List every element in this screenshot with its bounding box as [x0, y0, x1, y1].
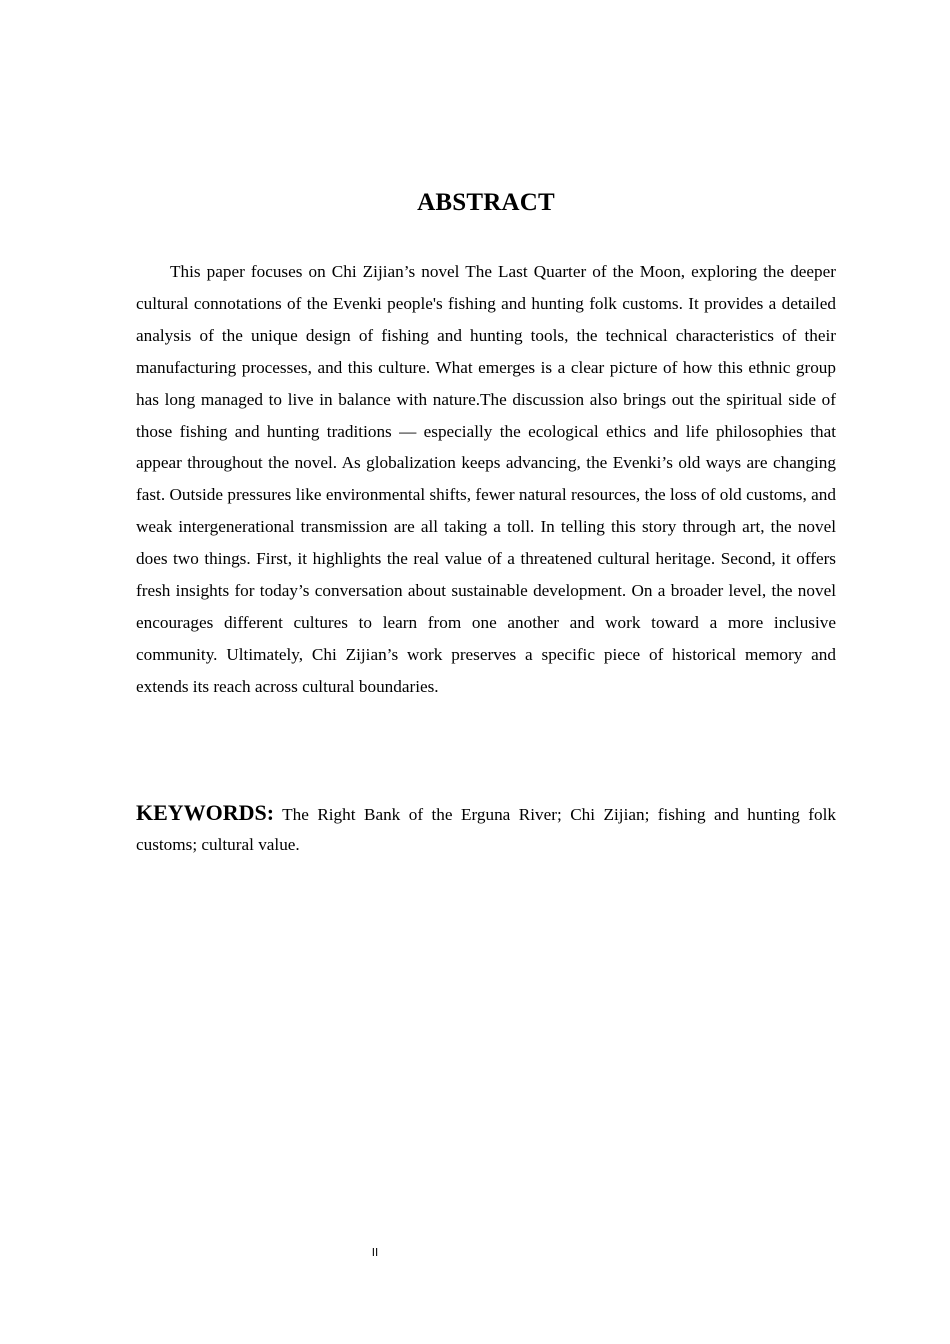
abstract-paragraph: This paper focuses on Chi Zijian’s novel The Last Quarter of the Moon, exploring the deeper cultural connotations of the Evenki people's fishing and hunting folk customs. It provides a detailed analysis of the unique design of fishing and hunting tools, the technical characteristics of their manufacturing processes, and this culture. What emerges is a clear picture of how this ethnic group has long managed to live in balance with nature.The discussion also brings out the spiritual side of those fishing and hunting traditions — especially the ecological ethics and life philosophies that appear throughout the novel. As globalization keeps advancing, the Evenki’s old ways are changing fast. Outside pressures like environmental shifts, fewer natural resources, the loss of old customs, and weak intergenerational transmission are all taking a toll. In telling this story through art, the novel does two things. First, it highlights the real value of a threatened cultural heritage. Second, it offers fresh insights for today’s conversation about sustainable development. On a broader level, the novel encourages different cultures to learn from one another and work toward a more inclusive community. Ultimately, Chi Zijian’s work preserves a specific piece of historical memory and extends its reach across cultural boundaries. — [136, 262, 836, 696]
keywords-section — [136, 798, 836, 860]
keywords-label: KEYWORDS: — [136, 800, 275, 825]
keywords-list: The Right Bank of the Erguna River; Chi Zijian; fishing and hunting folk customs; cultural value. — [136, 805, 836, 854]
abstract-title: ABSTRACT — [417, 189, 555, 216]
page-number: II — [371, 1246, 379, 1259]
